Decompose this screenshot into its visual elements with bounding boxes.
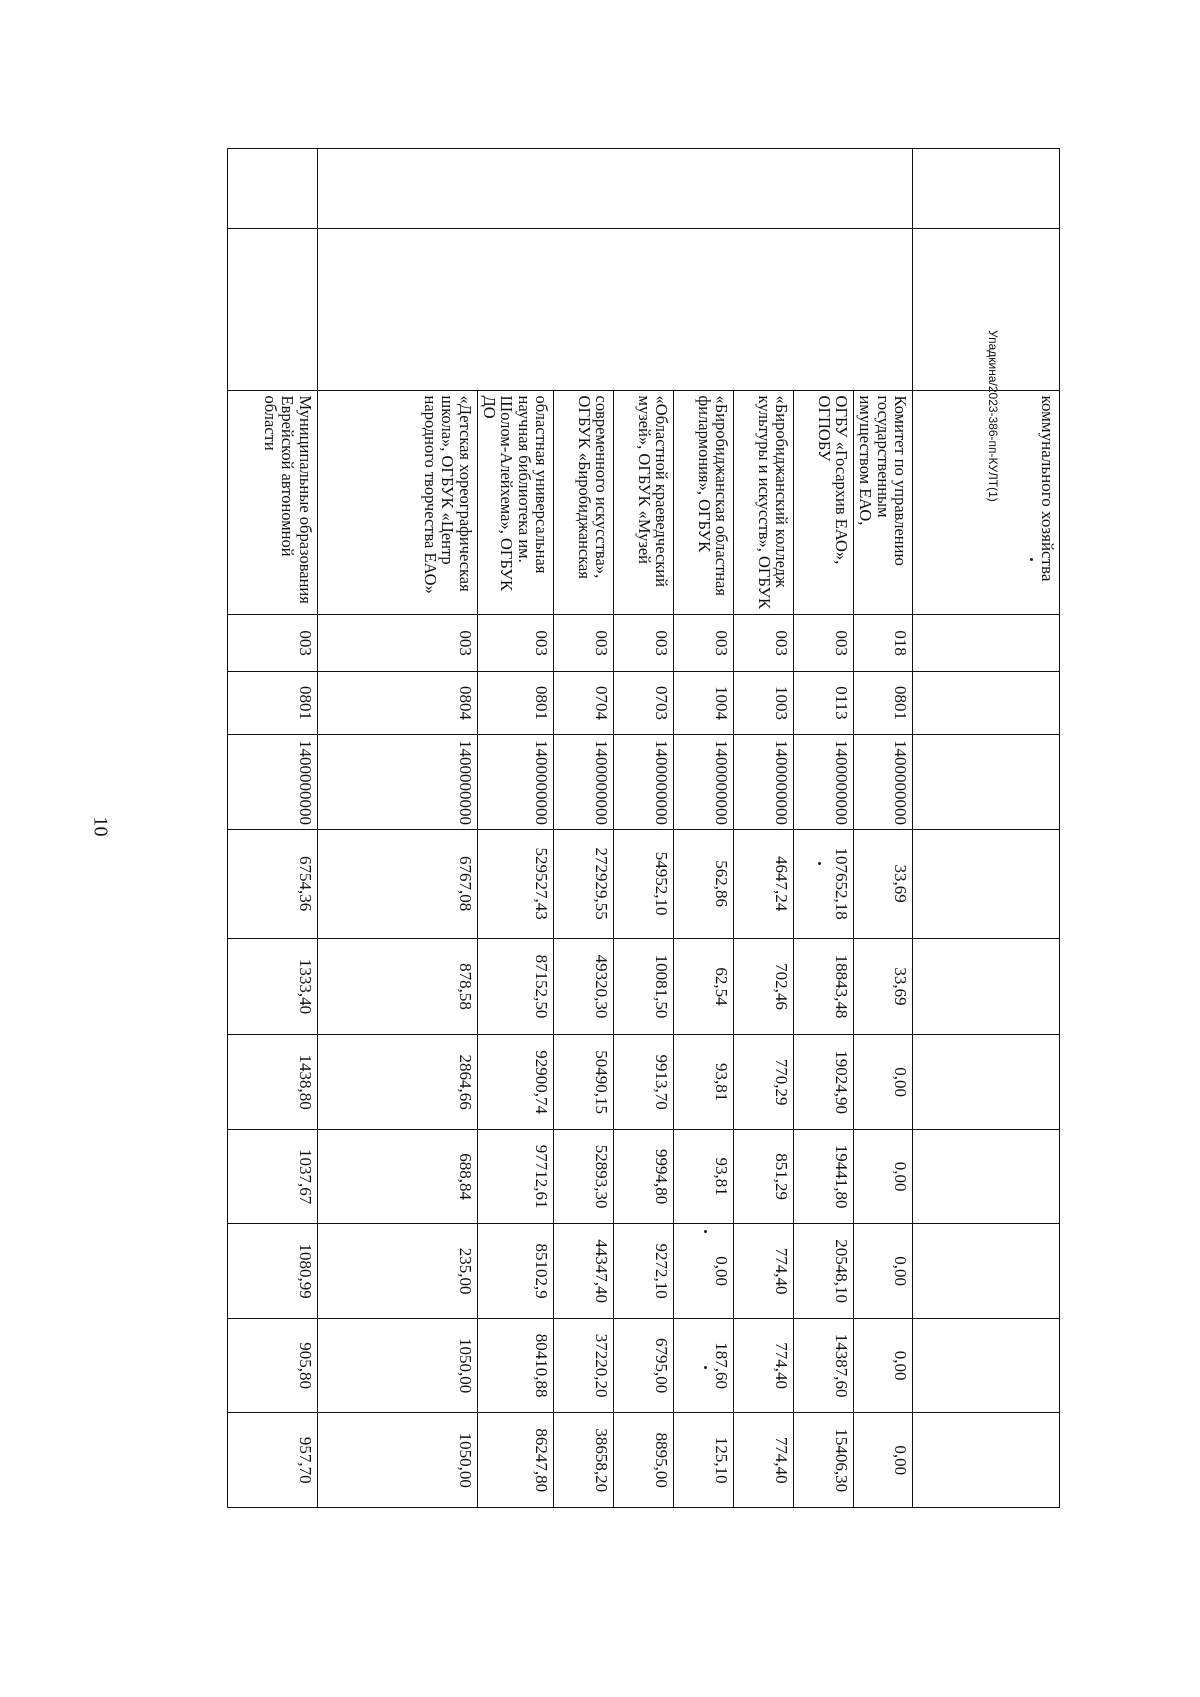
table-header-row bbox=[913, 149, 1060, 1508]
total-cell: 107652,18 bbox=[794, 829, 854, 938]
header-cell-empty bbox=[913, 1413, 1060, 1508]
year-cell: 93,81 bbox=[674, 1035, 734, 1130]
year-cell: 774,40 bbox=[734, 1224, 794, 1319]
year-cell: 0,00 bbox=[854, 1224, 913, 1319]
page-number: 10 bbox=[89, 816, 112, 837]
grbs-cell: 003 bbox=[554, 615, 614, 672]
year-cell: 187,60 bbox=[674, 1318, 734, 1413]
header-cell-empty bbox=[913, 228, 1060, 390]
rz-cell: 1003 bbox=[734, 671, 794, 734]
budget-table bbox=[227, 148, 1060, 1508]
year-cell: 702,46 bbox=[734, 938, 794, 1035]
year-cell: 957,70 bbox=[227, 1413, 317, 1508]
year-cell: 851,29 bbox=[734, 1129, 794, 1224]
executor-cell: областная универсальная научная библиотека им. Шолом-Алейхема», ОГБУК ДО bbox=[477, 390, 553, 615]
year-cell: 0,00 bbox=[674, 1224, 734, 1319]
grbs-cell: 003 bbox=[227, 615, 317, 672]
executor-cell: Комитет по управлению государственным имуществом ЕАО, bbox=[854, 390, 913, 615]
csr-cell: 1400000000 bbox=[227, 734, 317, 829]
year-cell: 19441,80 bbox=[794, 1129, 854, 1224]
executor-cell: «Детская хореографическая школа», ОГБУК «Центр народного творчества ЕАО» bbox=[317, 390, 477, 615]
year-cell: 905,80 bbox=[227, 1318, 317, 1413]
year-cell: 878,58 bbox=[317, 938, 477, 1035]
number-cell bbox=[227, 149, 317, 229]
rz-cell: 0703 bbox=[614, 671, 674, 734]
header-cell-empty bbox=[913, 734, 1060, 829]
year-cell: 0,00 bbox=[854, 1413, 913, 1508]
indicator-cell bbox=[317, 228, 912, 390]
csr-cell: 1400000000 bbox=[734, 734, 794, 829]
rz-cell: 1004 bbox=[674, 671, 734, 734]
header-cell-empty bbox=[913, 938, 1060, 1035]
header-cell-label: коммунального хозяйства bbox=[913, 390, 1060, 615]
year-cell: 1037,67 bbox=[227, 1129, 317, 1224]
year-cell: 18843,48 bbox=[794, 938, 854, 1035]
year-cell: 688,84 bbox=[317, 1129, 477, 1224]
year-cell: 20548,10 bbox=[794, 1224, 854, 1319]
year-cell: 86247,80 bbox=[477, 1413, 553, 1508]
rz-cell: 0801 bbox=[854, 671, 913, 734]
year-cell: 10081,50 bbox=[614, 938, 674, 1035]
number-cell bbox=[317, 149, 912, 229]
header-cell-empty bbox=[913, 1224, 1060, 1319]
year-cell: 19024,90 bbox=[794, 1035, 854, 1130]
csr-cell: 1400000000 bbox=[794, 734, 854, 829]
header-cell-empty bbox=[913, 1129, 1060, 1224]
header-cell-empty bbox=[913, 671, 1060, 734]
total-cell: 272929,55 bbox=[554, 829, 614, 938]
year-cell: 6795,00 bbox=[614, 1318, 674, 1413]
rz-cell: 0804 bbox=[317, 671, 477, 734]
grbs-cell: 003 bbox=[794, 615, 854, 672]
executor-cell: современного искусства», ОГБУК «Биробиджанская bbox=[554, 390, 614, 615]
year-cell: 49320,30 bbox=[554, 938, 614, 1035]
csr-cell: 1400000000 bbox=[854, 734, 913, 829]
year-cell: 33,69 bbox=[854, 938, 913, 1035]
executor-cell: ОГБУ «Госархив ЕАО», ОГПОБУ bbox=[794, 390, 854, 615]
year-cell: 37220,20 bbox=[554, 1318, 614, 1413]
year-cell: 8895,00 bbox=[614, 1413, 674, 1508]
year-cell: 15406,30 bbox=[794, 1413, 854, 1508]
grbs-cell: 003 bbox=[317, 615, 477, 672]
table-row bbox=[227, 149, 317, 1508]
year-cell: 44347,40 bbox=[554, 1224, 614, 1319]
grbs-cell: 003 bbox=[477, 615, 553, 672]
year-cell: 93,81 bbox=[674, 1129, 734, 1224]
year-cell: 52893,30 bbox=[554, 1129, 614, 1224]
grbs-cell: 018 bbox=[854, 615, 913, 672]
table-row bbox=[854, 149, 913, 1508]
year-cell: 1333,40 bbox=[227, 938, 317, 1035]
year-cell: 92900,74 bbox=[477, 1035, 553, 1130]
header-cell-empty bbox=[913, 1318, 1060, 1413]
executor-cell: «Областной краеведческий музей», ОГБУК «Музей bbox=[614, 390, 674, 615]
year-cell: 62,54 bbox=[674, 938, 734, 1035]
year-cell: 774,40 bbox=[734, 1413, 794, 1508]
year-cell: 97712,61 bbox=[477, 1129, 553, 1224]
total-cell: 4647,24 bbox=[734, 829, 794, 938]
year-cell: 0,00 bbox=[854, 1318, 913, 1413]
total-cell: 562,86 bbox=[674, 829, 734, 938]
year-cell: 50490,15 bbox=[554, 1035, 614, 1130]
rz-cell: 0801 bbox=[227, 671, 317, 734]
header-cell-empty bbox=[913, 829, 1060, 938]
executor-cell: «Биробиджанская областная филармония», ОГБУК bbox=[674, 390, 734, 615]
total-cell: 33,69 bbox=[854, 829, 913, 938]
grbs-cell: 003 bbox=[734, 615, 794, 672]
csr-cell: 1400000000 bbox=[674, 734, 734, 829]
header-cell-empty bbox=[913, 149, 1060, 229]
grbs-cell: 003 bbox=[614, 615, 674, 672]
header-cell-empty bbox=[913, 1035, 1060, 1130]
csr-cell: 1400000000 bbox=[317, 734, 477, 829]
executor-cell: «Биробиджанский колледж культуры и искусств», ОГБУК bbox=[734, 390, 794, 615]
year-cell: 38658,20 bbox=[554, 1413, 614, 1508]
year-cell: 14387,60 bbox=[794, 1318, 854, 1413]
year-cell: 9272,10 bbox=[614, 1224, 674, 1319]
total-cell: 6767,08 bbox=[317, 829, 477, 938]
year-cell: 9913,70 bbox=[614, 1035, 674, 1130]
rz-cell: 0801 bbox=[477, 671, 553, 734]
rz-cell: 0704 bbox=[554, 671, 614, 734]
year-cell: 235,00 bbox=[317, 1224, 477, 1319]
rz-cell: 0113 bbox=[794, 671, 854, 734]
year-cell: 1080,99 bbox=[227, 1224, 317, 1319]
total-cell: 6754,36 bbox=[227, 829, 317, 938]
year-cell: 2864,66 bbox=[317, 1035, 477, 1130]
csr-cell: 1400000000 bbox=[614, 734, 674, 829]
year-cell: 80410,88 bbox=[477, 1318, 553, 1413]
year-cell: 1050,00 bbox=[317, 1318, 477, 1413]
year-cell: 85102,9 bbox=[477, 1224, 553, 1319]
year-cell: 0,00 bbox=[854, 1035, 913, 1130]
total-cell: 54952,10 bbox=[614, 829, 674, 938]
csr-cell: 1400000000 bbox=[477, 734, 553, 829]
year-cell: 774,40 bbox=[734, 1318, 794, 1413]
year-cell: 0,00 bbox=[854, 1129, 913, 1224]
total-cell: 529527,43 bbox=[477, 829, 553, 938]
year-cell: 87152,50 bbox=[477, 938, 553, 1035]
grbs-cell: 003 bbox=[674, 615, 734, 672]
document-id: Упадкина/2023-386-пп-КУЛТ(1) bbox=[986, 330, 1000, 502]
csr-cell: 1400000000 bbox=[554, 734, 614, 829]
table-body bbox=[227, 149, 1059, 1508]
header-cell-empty bbox=[913, 615, 1060, 672]
year-cell: 9994,80 bbox=[614, 1129, 674, 1224]
executor-cell: Муниципальные образования Еврейской автономной области bbox=[227, 390, 317, 615]
year-cell: 125,10 bbox=[674, 1413, 734, 1508]
year-cell: 770,29 bbox=[734, 1035, 794, 1130]
year-cell: 1050,00 bbox=[317, 1413, 477, 1508]
indicator-cell bbox=[227, 228, 317, 390]
year-cell: 1438,80 bbox=[227, 1035, 317, 1130]
rotated-table-container bbox=[180, 148, 1060, 1508]
